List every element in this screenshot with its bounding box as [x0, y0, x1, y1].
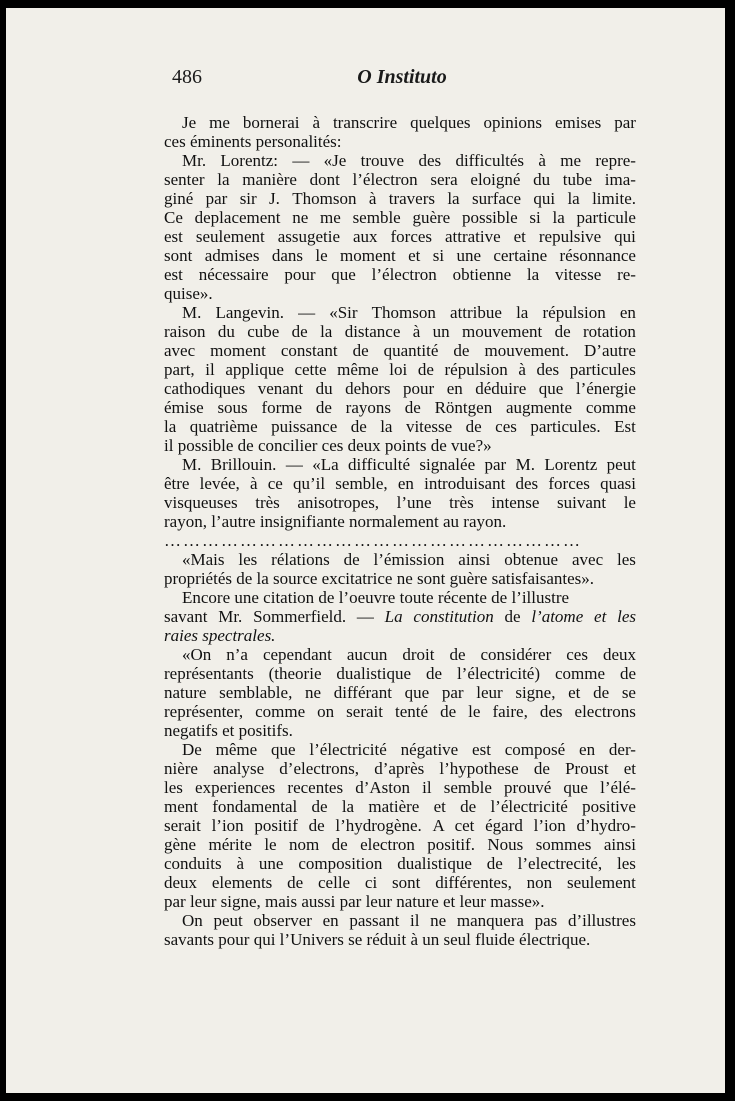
paragraph	[164, 113, 636, 151]
paragraph	[164, 550, 636, 588]
text-line: les experiences recentes d’Aston il semble prouvé que l’élé-	[164, 778, 636, 797]
text-line: est nécessaire pour que l’électron obtienne la vitesse re-	[164, 265, 636, 284]
text-line: représentants (theorie dualistique de l’électricité) comme de	[164, 664, 636, 683]
text-line: serait l’ion positif de l’hydrogène. A cet égard l’ion d’hydro-	[164, 816, 636, 835]
text-line: représenter, comme on serait tenté de le faire, des electrons	[164, 702, 636, 721]
text-line: la quatrième puissance de la vitesse de ces particules. Est	[164, 417, 636, 436]
text-line: cathodiques venant du dehors pour en déduire que l’énergie	[164, 379, 636, 398]
text-line: ment fondamental de la matière et de l’électricité positive	[164, 797, 636, 816]
text-line: rayon, l’autre insignifiante normalement au rayon.	[164, 512, 507, 531]
text-line: giné par sir J. Thomson à travers la surface qui la limite.	[164, 189, 636, 208]
text-line: Ce deplacement ne me semble guère possible si la particule	[164, 208, 636, 227]
page-number: 486	[172, 66, 202, 88]
paragraph	[164, 303, 636, 455]
paragraph	[164, 911, 636, 949]
text-line: Mr. Lorentz: — «Je trouve des difficultés à me repre-	[182, 151, 636, 170]
text-line: visqueuses très anisotropes, l’une très intense suivant le	[164, 493, 636, 512]
text-line: quise».	[164, 284, 213, 303]
text-line: De même que l’électricité négative est composé en der-	[182, 740, 636, 759]
paragraph	[164, 645, 636, 740]
text-line: Encore une citation de l’oeuvre toute récente de l’illustre	[182, 588, 570, 607]
text-line: savant Mr. Sommerfield. — La constitution de l’atome et les	[164, 607, 636, 626]
text-line: senter la manière dont l’électron sera eloigné du tube ima-	[164, 170, 636, 189]
text-line: avec moment constant de quantité de mouvement. D’autre	[164, 341, 636, 360]
text-line: part, il applique cette même loi de répulsion à des particules	[164, 360, 636, 379]
text-line: ces éminents personalités:	[164, 132, 342, 151]
text-line: «Mais les rélations de l’émission ainsi obtenue avec les	[182, 550, 636, 569]
text-line: On peut observer en passant il ne manquera pas d’illustres	[182, 911, 636, 930]
text-line: negatifs et positifs.	[164, 721, 293, 740]
text-line: M. Langevin. — «Sir Thomson attribue la répulsion en	[182, 303, 636, 322]
text-line: raies spectrales.	[164, 626, 276, 645]
text-line: il possible de concilier ces deux points de vue?»	[164, 436, 492, 455]
text-line: Je me bornerai à transcrire quelques opinions emises par	[182, 113, 636, 132]
text-line: gène mérite le nom de electron positif. Nous sommes ainsi	[164, 835, 636, 854]
text-line: savants pour qui l’Univers se réduit à un seul fluide électrique.	[164, 930, 591, 949]
body-text	[164, 113, 636, 949]
page-header	[172, 60, 632, 94]
text-line: par leur signe, mais aussi par leur nature et leur masse».	[164, 892, 545, 911]
paragraph	[164, 740, 636, 911]
text-line: est seulement assugetie aux forces attrative et repulsive qui	[164, 227, 636, 246]
text-line: M. Brillouin. — «La difficulté signalée par M. Lorentz peut	[182, 455, 636, 474]
paragraph	[164, 455, 636, 531]
text-line: propriétés de la source excitatrice ne sont guère satisfaisantes».	[164, 569, 595, 588]
text-line: sont admises dans le moment et si une certaine résonnance	[164, 246, 636, 265]
paragraph	[164, 151, 636, 303]
ellipsis-separator: …………………………………………………………	[164, 531, 582, 550]
text-line: conduits à une composition dualistique de l’electrecité, les	[164, 854, 636, 873]
paragraph	[164, 588, 636, 607]
running-title: O Instituto	[357, 66, 447, 88]
text-line: raison du cube de la distance à un mouvement de rotation	[164, 322, 636, 341]
text-line: «On n’a cependant aucun droit de considérer ces deux	[182, 645, 636, 664]
text-line: être levée, à ce qu’il semble, en introduisant des forces quasi	[164, 474, 636, 493]
text-line: nature semblable, ne différant que par leur signe, et de se	[164, 683, 636, 702]
text-line: émise sous forme de rayons de Röntgen augmente comme	[164, 398, 636, 417]
text-line: nière analyse d’electrons, d’après l’hypothese de Proust et	[164, 759, 636, 778]
paragraph	[164, 607, 636, 645]
text-line: deux elements de celle ci sont différentes, non seulement	[164, 873, 636, 892]
page-sheet	[6, 8, 725, 1093]
